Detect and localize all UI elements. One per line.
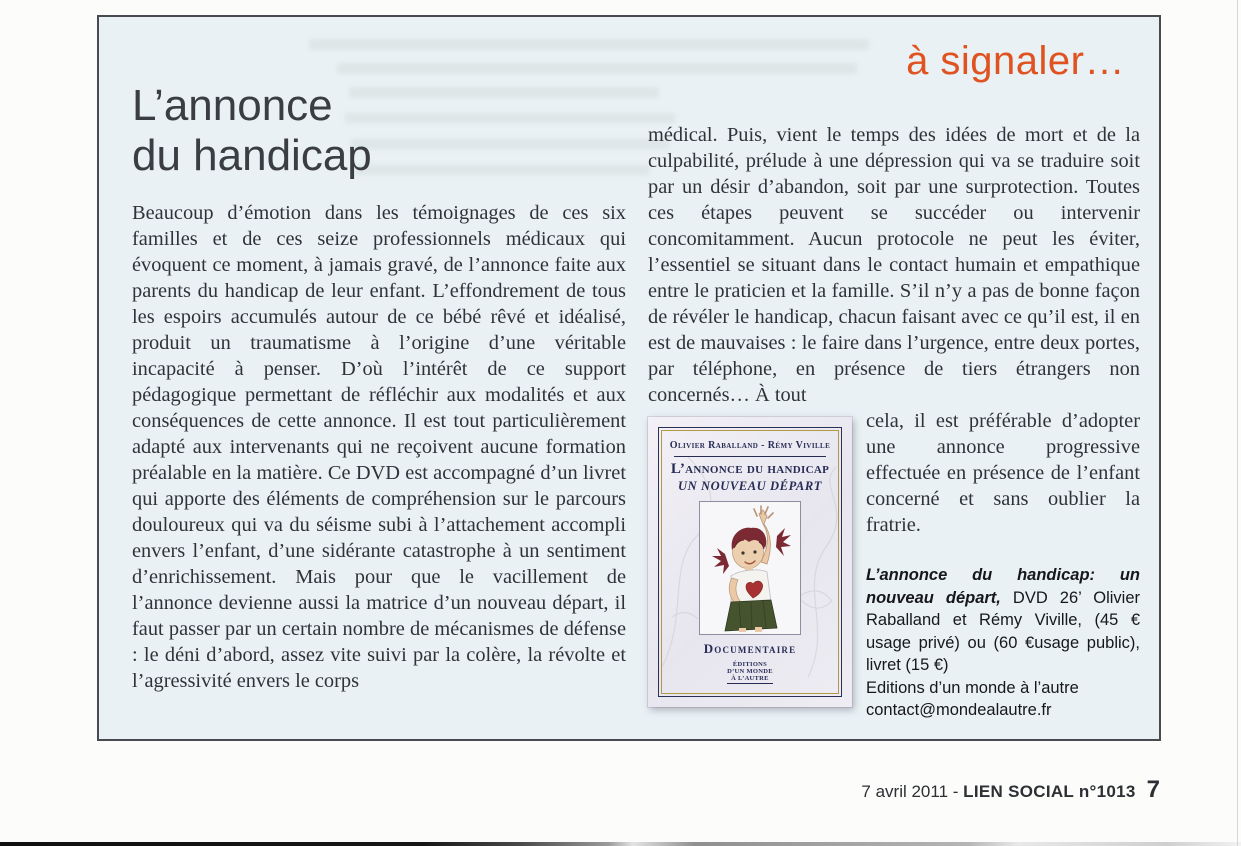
cover-publisher-line3: À L’AUTRE	[731, 675, 769, 682]
article-paragraph-wrapped: cela, il est préférable d’adopter une annonce progressive effectuée en présence de l’enfant concerné et sans oublier la fratrie.	[866, 410, 1140, 536]
dvd-cover-wrap	[648, 408, 852, 707]
bleedthrough-artifact	[345, 113, 675, 123]
scan-edge-artifact	[0, 842, 1241, 846]
text-beside-cover	[866, 408, 1140, 722]
cover-genre: Documentaire	[703, 641, 797, 656]
article-title	[132, 81, 372, 181]
article-panel	[97, 15, 1161, 741]
article-column-right	[648, 122, 1140, 722]
cover-content	[664, 433, 836, 691]
bleedthrough-artifact	[337, 63, 857, 74]
cover-publisher-logo	[727, 661, 773, 684]
article-title-line1: L’annonce	[132, 81, 333, 130]
footer-issue: LIEN SOCIAL n°1013	[963, 782, 1136, 801]
cover-authors: Olivier Raballand - Rémy Viville	[669, 440, 831, 451]
cover-publisher-line1: ÉDITIONS	[732, 661, 768, 668]
dvd-caption-publisher: Editions d’un monde à l’autre	[866, 678, 1079, 697]
article-title-line2: du handicap	[132, 131, 372, 180]
article-paragraph-right: médical. Puis, vient le temps des idées de mort et de la culpabilité, prélude à une dépression qui va se traduire soit par un désir d’abandon, soit par une surprotection. Toutes ces étapes peuvent se succéder ou intervenir concomitamment. Aucun protocole ne peut les éviter, l’essentiel se situant dans le contact humain et empathique entre le praticien et la famille. S’il n’y a pas de bonne façon de révéler le handicap, chacun faisant avec ce qu’il est, il en est de mauvaises : le faire dans l’urgence, entre deux portes, par téléphone, en présence de tiers étrangers non concernés… À tout	[648, 124, 1140, 406]
footer-date: 7 avril 2011 -	[861, 782, 964, 801]
dvd-caption-contact: contact@mondealautre.fr	[866, 701, 1052, 719]
dvd-caption-lead	[866, 564, 1140, 677]
footer-page-number: 7	[1146, 776, 1160, 803]
page-footer	[861, 776, 1160, 804]
section-heading: à signaler…	[906, 39, 1125, 83]
girl-illustration	[699, 501, 801, 635]
cover-publisher-line2: D’UN MONDE	[727, 668, 773, 675]
article-column-left	[132, 200, 626, 694]
dvd-caption-details: DVD 26’ Olivier Raballand et Rémy Viville, (45 € usage privé) ou (60 €usage public), livret (15 €)	[866, 588, 1140, 674]
scan-edge-line	[1237, 0, 1238, 846]
girl-illustration-drawing	[701, 502, 799, 632]
cover-subtitle: UN NOUVEAU DÉPART	[677, 479, 822, 493]
bleedthrough-artifact	[355, 165, 650, 175]
bleedthrough-artifact	[349, 87, 659, 98]
cover-title: L’annonce du handicap	[670, 461, 830, 477]
bleedthrough-artifact	[351, 139, 669, 149]
dvd-caption-work-title: L’annonce du handicap: un nouveau départ,	[866, 566, 1140, 607]
article-paragraph-left: Beaucoup d’émotion dans les témoignages de ces six familles et de ces seize professionnels médicaux qui évoquent ce moment, à jamais gravé, de l’annonce faite aux parents du handicap de leur enfant. L’effondrement de tous les espoirs accumulés autour de ce bébé rêvé et idéalisé, produit un traumatisme à l’origine d’une véritable incapacité à penser. D’où l’intérêt de ce support pédagogique permettant de réfléchir aux modalités et aux conséquences de cette annonce. Il est tout particulièrement adapté aux intervenants qui ne reçoivent aucune formation préalable en la matière. Ce DVD est accompagné d’un livret qui apporte des éléments de compréhension sur le parcours douloureux qui va du séisme subi à l’attachement accompli envers l’enfant, d’une sidérante catastrophe à un sentiment d’enrichissement. Mais pour que le vacillement de l’annonce devienne aussi la matrice d’un nouveau départ, il faut passer par un certain nombre de mécanismes de défense : le déni d’abord, assez vite suivi par la colère, la révolte et l’agressivité envers le corps	[132, 202, 626, 692]
dvd-cover-thumbnail	[648, 417, 852, 707]
media-and-text-row	[648, 408, 1140, 722]
dvd-caption	[866, 564, 1140, 722]
bleedthrough-artifact	[309, 39, 869, 50]
cover-divider	[674, 456, 826, 457]
